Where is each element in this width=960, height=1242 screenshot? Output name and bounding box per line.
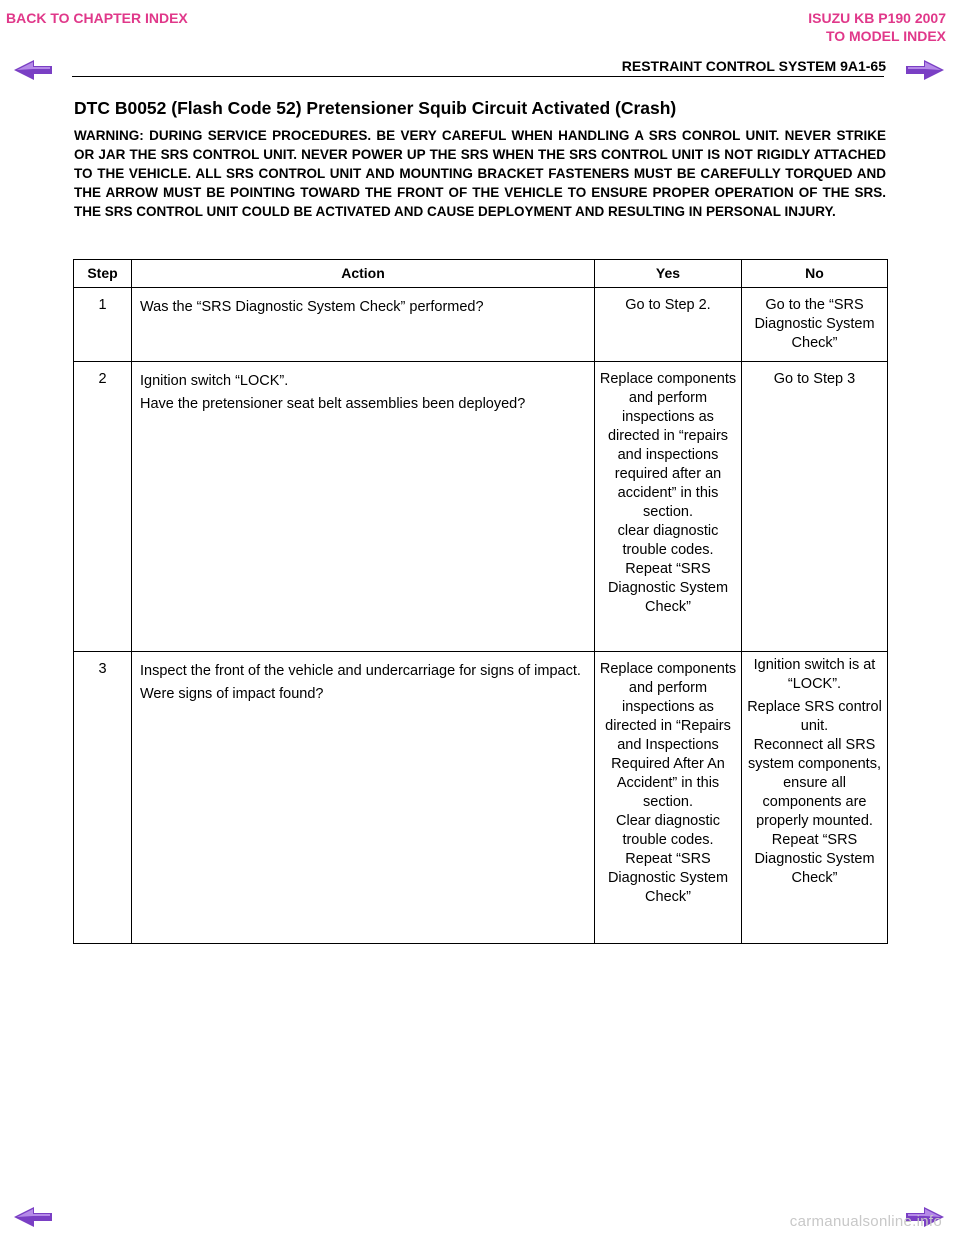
yes-text: Replace components and perform inspections as directed in “Repairs and Inspections Required After An Accident” in this section.	[599, 661, 737, 810]
table-header-row	[74, 260, 888, 288]
no-text: Go to Step 3	[773, 371, 856, 387]
step-cell	[74, 288, 132, 362]
header-action: Action	[132, 260, 595, 288]
yes-text: Repeat “SRS Diagnostic System Check”	[607, 561, 729, 615]
back-to-chapter-index-link[interactable]: BACK TO CHAPTER INDEX	[6, 10, 188, 26]
header-step: Step	[74, 260, 132, 288]
no-text: Replace SRS control unit.	[747, 699, 882, 734]
header-yes: Yes	[595, 260, 742, 288]
header-no: No	[742, 260, 888, 288]
yes-cell	[595, 652, 742, 944]
prev-page-arrow-icon[interactable]	[12, 58, 54, 82]
action-text: Inspect the front of the vehicle and undercarriage for signs of impact.	[140, 663, 581, 679]
diagnostic-steps-table	[73, 259, 888, 944]
no-text: Reconnect all SRS system components, ensure all components are properly mounted.	[748, 737, 881, 829]
no-cell	[742, 652, 888, 944]
yes-text: Repeat “SRS Diagnostic System Check”	[607, 851, 729, 905]
action-cell	[132, 362, 595, 652]
yes-text: Replace components and perform inspections as directed in “repairs and inspections required after an accident” in this section.	[599, 371, 737, 520]
no-text: Repeat “SRS Diagnostic System Check”	[754, 832, 875, 886]
yes-text: Go to Step 2.	[625, 297, 711, 313]
table-row	[74, 652, 888, 944]
warning-text: WARNING: DURING SERVICE PROCEDURES. BE VERY CAREFUL WHEN HANDLING A SRS CONROL UNIT. NEVER STRIKE OR JAR THE SRS CONTROL UNIT. NEVER POWER UP THE SRS WHEN THE SRS CONTROL UNIT IS NOT RIGIDLY ATTACHED TO THE VEHICLE. ALL SRS CONTROL UNIT AND MOUNTING BRACKET FASTENERS MUST BE CAREFULLY TORQUED AND THE ARROW MUST BE POINTING TOWARD THE FRONT OF THE VEHICLE TO ENSURE PROPER OPERATION OF THE SRS. THE SRS CONTROL UNIT COULD BE ACTIVATED AND CAUSE DEPLOYMENT AND RESULTING IN PERSONAL INJURY.	[74, 128, 886, 219]
no-text: Go to the “SRS Diagnostic System Check”	[754, 297, 875, 351]
yes-text: clear diagnostic trouble codes.	[617, 523, 719, 558]
prev-page-arrow-icon[interactable]	[12, 1205, 54, 1229]
step-cell	[74, 362, 132, 652]
step-number: 2	[98, 371, 107, 387]
no-text: Ignition switch is at “LOCK”.	[753, 657, 876, 692]
yes-text: Clear diagnostic trouble codes.	[616, 813, 720, 848]
table-row	[74, 288, 888, 362]
step-number: 1	[98, 297, 107, 313]
table-row	[74, 362, 888, 652]
no-cell	[742, 362, 888, 652]
page-title: DTC B0052 (Flash Code 52) Pretensioner Squib Circuit Activated (Crash)	[74, 98, 677, 118]
step-cell	[74, 652, 132, 944]
action-text: Have the pretensioner seat belt assemblies been deployed?	[140, 396, 526, 412]
action-text: Ignition switch “LOCK”.	[140, 373, 289, 389]
step-number: 3	[98, 661, 107, 677]
to-model-index-link[interactable]: TO MODEL INDEX	[825, 28, 946, 44]
header-rule	[72, 76, 884, 77]
next-page-arrow-icon[interactable]	[904, 58, 946, 82]
watermark-text: carmanualsonline.info	[789, 1213, 942, 1230]
yes-cell	[595, 362, 742, 652]
action-text: Were signs of impact found?	[140, 686, 324, 702]
action-cell	[132, 652, 595, 944]
no-cell	[742, 288, 888, 362]
action-text: Was the “SRS Diagnostic System Check” performed?	[140, 299, 484, 315]
section-header: RESTRAINT CONTROL SYSTEM 9A1-65	[621, 58, 886, 74]
model-title-link[interactable]: ISUZU KB P190 2007	[808, 10, 946, 26]
action-cell	[132, 288, 595, 362]
yes-cell	[595, 288, 742, 362]
